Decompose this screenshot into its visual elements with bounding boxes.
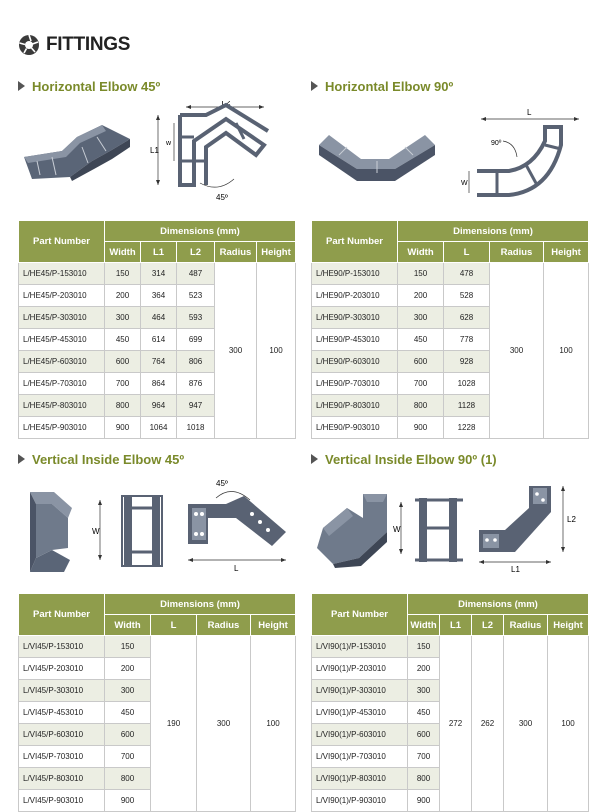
col-header-dimensions: Dimensions (mm) — [408, 594, 589, 615]
part-number-cell: L/VI90(1)/P-453010 — [312, 702, 408, 724]
svg-text:W: W — [461, 180, 468, 187]
svg-text:45º: 45º — [216, 479, 228, 488]
col-header-part-number: Part Number — [19, 221, 105, 263]
svg-text:W: W — [393, 525, 401, 534]
height-cell: 100 — [257, 263, 296, 439]
table-cell: 150 — [408, 636, 440, 658]
horizontal-elbow-90-photo — [317, 125, 437, 185]
table-cell: 928 — [444, 351, 490, 373]
table-row — [312, 636, 589, 658]
table-cell: 614 — [141, 329, 177, 351]
svg-text:W: W — [92, 527, 100, 536]
table-cell: 593 — [177, 307, 215, 329]
table-cell: 900 — [105, 790, 151, 812]
part-number-cell: L/VI45/P-603010 — [19, 724, 105, 746]
table-cell: 1228 — [444, 417, 490, 439]
height-cell: 100 — [251, 636, 296, 812]
part-number-cell: L/VI45/P-453010 — [19, 702, 105, 724]
part-number-cell: L/VI90(1)/P-603010 — [312, 724, 408, 746]
col-header: Width — [105, 242, 141, 263]
section-title: Horizontal Elbow 45º — [18, 77, 295, 95]
vertical-inside-elbow-90-table — [311, 593, 589, 812]
part-number-cell: L/HE90/P-603010 — [312, 351, 398, 373]
table-cell: 800 — [105, 395, 141, 417]
figures — [311, 101, 588, 203]
col-header: Radius — [504, 615, 548, 636]
page-header — [18, 30, 130, 60]
table-cell: 300 — [398, 307, 444, 329]
col-header: Radius — [215, 242, 257, 263]
col-header-dimensions: Dimensions (mm) — [398, 221, 589, 242]
table-cell: 800 — [398, 395, 444, 417]
table-cell: 800 — [408, 768, 440, 790]
part-number-cell: L/HE45/P-903010 — [19, 417, 105, 439]
svg-text:L: L — [527, 108, 532, 117]
triangle-bullet-icon — [311, 454, 318, 464]
table-cell: 628 — [444, 307, 490, 329]
part-number-cell: L/VI90(1)/P-303010 — [312, 680, 408, 702]
col-header-part-number: Part Number — [19, 594, 105, 636]
vertical-inside-elbow-45-photo — [24, 488, 76, 578]
table-cell: 150 — [105, 263, 141, 285]
section-horizontal-elbow-45 — [18, 77, 295, 439]
table-cell: 450 — [408, 702, 440, 724]
table-cell: 300 — [105, 680, 151, 702]
col-header-part-number: Part Number — [312, 221, 398, 263]
table-cell: 764 — [141, 351, 177, 373]
table-cell: 900 — [408, 790, 440, 812]
svg-text:L2: L2 — [567, 515, 576, 524]
part-number-cell: L/VI90(1)/P-803010 — [312, 768, 408, 790]
figures — [18, 474, 295, 576]
table-cell: 1128 — [444, 395, 490, 417]
table-cell: 364 — [141, 285, 177, 307]
svg-text:L: L — [234, 564, 239, 573]
radius-cell: 300 — [197, 636, 251, 812]
table-cell: 800 — [105, 768, 151, 790]
table-cell: 864 — [141, 373, 177, 395]
table-cell: 487 — [177, 263, 215, 285]
triangle-bullet-icon — [18, 454, 25, 464]
table-cell: 200 — [105, 285, 141, 307]
triangle-bullet-icon — [18, 81, 25, 91]
col-header: Radius — [197, 615, 251, 636]
table-cell: 314 — [141, 263, 177, 285]
vertical-inside-elbow-90-front-drawing — [393, 488, 471, 572]
part-number-cell: L/HE90/P-703010 — [312, 373, 398, 395]
vertical-inside-elbow-90-photo — [313, 488, 391, 568]
part-number-cell: L/VI90(1)/P-703010 — [312, 746, 408, 768]
col-header-dimensions: Dimensions (mm) — [105, 221, 296, 242]
table-cell: 200 — [105, 658, 151, 680]
svg-text:L1: L1 — [511, 565, 520, 574]
figures — [311, 474, 588, 576]
part-number-cell: L/HE90/P-203010 — [312, 285, 398, 307]
part-number-cell: L/HE90/P-303010 — [312, 307, 398, 329]
part-number-cell: L/HE45/P-603010 — [19, 351, 105, 373]
col-header: Width — [408, 615, 440, 636]
radius-cell: 300 — [504, 636, 548, 812]
table-cell: 528 — [444, 285, 490, 307]
radius-cell: 300 — [490, 263, 544, 439]
table-cell: 699 — [177, 329, 215, 351]
table-cell: 700 — [408, 746, 440, 768]
horizontal-elbow-45-drawing — [146, 101, 292, 201]
part-number-cell: L/VI90(1)/P-153010 — [312, 636, 408, 658]
horizontal-elbow-45-table — [18, 220, 296, 439]
part-number-cell: L/HE45/P-703010 — [19, 373, 105, 395]
col-header: Height — [544, 242, 589, 263]
table-cell: 1064 — [141, 417, 177, 439]
table-cell: 464 — [141, 307, 177, 329]
aperture-logo-icon — [18, 34, 40, 56]
svg-text:w: w — [166, 140, 172, 147]
part-number-cell: L/VI45/P-303010 — [19, 680, 105, 702]
part-number-cell: L/VI45/P-803010 — [19, 768, 105, 790]
height-cell: 100 — [544, 263, 589, 439]
page-title: FITTINGS — [46, 34, 131, 55]
vertical-inside-elbow-90-side-drawing — [475, 474, 587, 574]
table-cell: 600 — [408, 724, 440, 746]
part-number-cell: L/HE45/P-303010 — [19, 307, 105, 329]
svg-text:L1: L1 — [150, 146, 159, 155]
table-cell: 200 — [398, 285, 444, 307]
col-header: L2 — [472, 615, 504, 636]
table-cell: 806 — [177, 351, 215, 373]
svg-text:90º: 90º — [491, 140, 502, 147]
table-row — [312, 263, 589, 285]
col-header: Width — [105, 615, 151, 636]
section-vertical-inside-elbow-45 — [18, 450, 295, 812]
table-cell: 150 — [398, 263, 444, 285]
l2-cell: 262 — [472, 636, 504, 812]
table-cell: 450 — [105, 702, 151, 724]
table-cell: 700 — [105, 373, 141, 395]
table-cell: 1028 — [444, 373, 490, 395]
table-cell: 900 — [105, 417, 141, 439]
table-cell: 947 — [177, 395, 215, 417]
table-cell: 964 — [141, 395, 177, 417]
table-cell: 700 — [398, 373, 444, 395]
svg-text:45º: 45º — [216, 193, 228, 201]
part-number-cell: L/HE45/P-153010 — [19, 263, 105, 285]
table-cell: 450 — [105, 329, 141, 351]
table-cell: 200 — [408, 658, 440, 680]
table-cell: 900 — [398, 417, 444, 439]
table-cell: 150 — [105, 636, 151, 658]
table-cell: 700 — [105, 746, 151, 768]
part-number-cell: L/VI90(1)/P-203010 — [312, 658, 408, 680]
length-cell: 190 — [151, 636, 197, 812]
col-header: Height — [251, 615, 296, 636]
section-horizontal-elbow-90 — [311, 77, 588, 439]
part-number-cell: L/HE90/P-903010 — [312, 417, 398, 439]
vertical-inside-elbow-45-side-drawing — [182, 474, 294, 574]
section-title: Vertical Inside Elbow 45º — [18, 450, 295, 468]
section-vertical-inside-elbow-90-1 — [311, 450, 588, 812]
col-header: L — [444, 242, 490, 263]
table-cell: 300 — [408, 680, 440, 702]
col-header: Height — [257, 242, 296, 263]
col-header: Height — [548, 615, 589, 636]
col-header-part-number: Part Number — [312, 594, 408, 636]
vertical-inside-elbow-45-front-drawing — [92, 488, 172, 574]
col-header: L1 — [440, 615, 472, 636]
horizontal-elbow-90-drawing — [461, 101, 587, 201]
col-header: Width — [398, 242, 444, 263]
col-header: L2 — [177, 242, 215, 263]
part-number-cell: L/VI45/P-903010 — [19, 790, 105, 812]
table-cell: 600 — [105, 724, 151, 746]
part-number-cell: L/HE90/P-153010 — [312, 263, 398, 285]
section-title: Vertical Inside Elbow 90º (1) — [311, 450, 588, 468]
table-cell: 1018 — [177, 417, 215, 439]
table-cell: 600 — [105, 351, 141, 373]
radius-cell: 300 — [215, 263, 257, 439]
horizontal-elbow-90-table — [311, 220, 589, 439]
part-number-cell: L/HE45/P-203010 — [19, 285, 105, 307]
part-number-cell: L/HE90/P-803010 — [312, 395, 398, 417]
col-header-dimensions: Dimensions (mm) — [105, 594, 296, 615]
col-header: L1 — [141, 242, 177, 263]
table-cell: 778 — [444, 329, 490, 351]
table-row — [19, 636, 296, 658]
section-title: Horizontal Elbow 90º — [311, 77, 588, 95]
part-number-cell: L/HE90/P-453010 — [312, 329, 398, 351]
table-cell: 876 — [177, 373, 215, 395]
col-header: Radius — [490, 242, 544, 263]
part-number-cell: L/HE45/P-453010 — [19, 329, 105, 351]
table-row — [19, 263, 296, 285]
table-cell: 478 — [444, 263, 490, 285]
table-cell: 600 — [398, 351, 444, 373]
height-cell: 100 — [548, 636, 589, 812]
part-number-cell: L/VI45/P-703010 — [19, 746, 105, 768]
figures — [18, 101, 295, 203]
table-cell: 523 — [177, 285, 215, 307]
part-number-cell: L/VI45/P-153010 — [19, 636, 105, 658]
svg-text:L2: L2 — [221, 101, 231, 107]
table-cell: 300 — [105, 307, 141, 329]
part-number-cell: L/HE45/P-803010 — [19, 395, 105, 417]
table-cell: 450 — [398, 329, 444, 351]
l1-cell: 272 — [440, 636, 472, 812]
triangle-bullet-icon — [311, 81, 318, 91]
part-number-cell: L/VI90(1)/P-903010 — [312, 790, 408, 812]
part-number-cell: L/VI45/P-203010 — [19, 658, 105, 680]
vertical-inside-elbow-45-table — [18, 593, 296, 812]
col-header: L — [151, 615, 197, 636]
horizontal-elbow-45-photo — [22, 117, 132, 181]
